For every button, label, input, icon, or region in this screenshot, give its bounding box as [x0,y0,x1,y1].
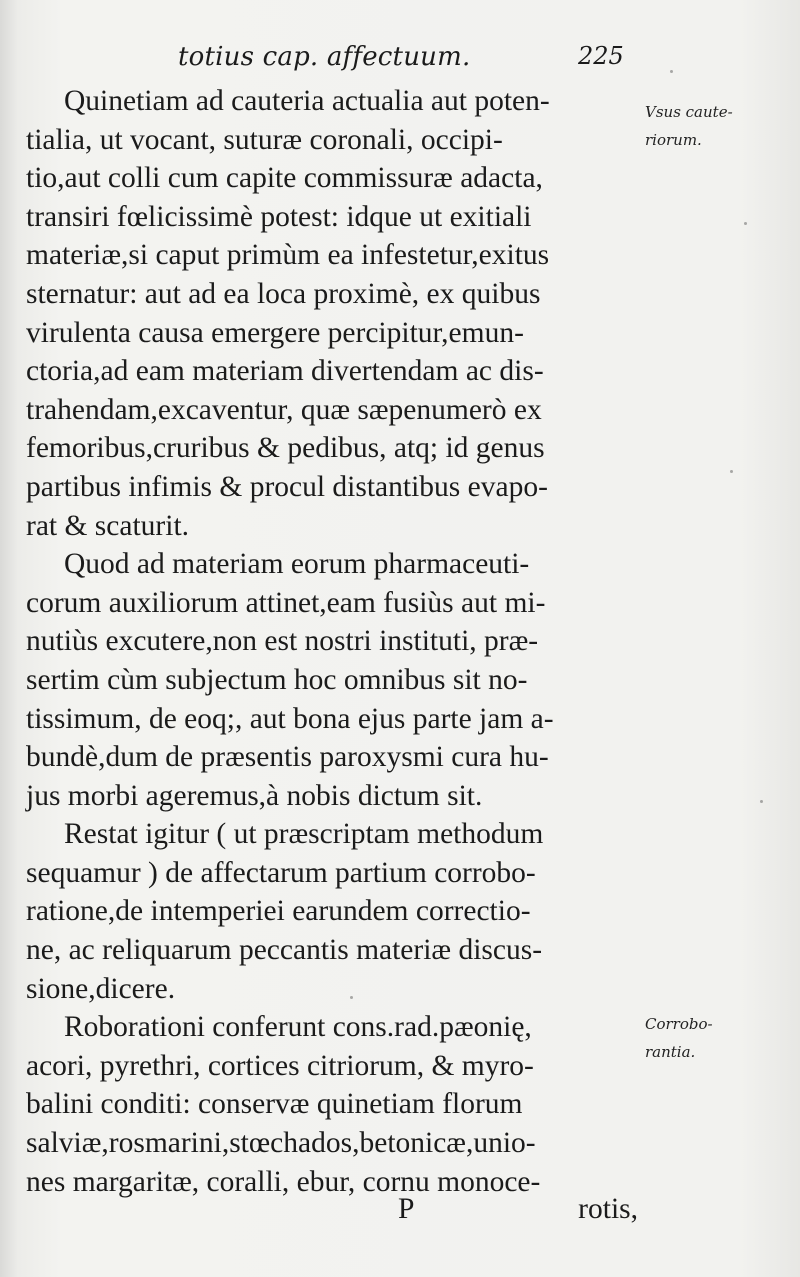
page-footer [26,1190,638,1230]
text-line: corum auxiliorum attinet,eam fusiùs aut mi- [26,586,546,619]
margin-note-corroborantia [645,1010,713,1066]
text-line: Quod ad materiam eorum pharmaceuti- [64,548,530,581]
margin-note-line: rantia. [645,1043,696,1061]
text-line: nutiùs excutere,non est nostri instituti, præ- [26,625,539,658]
text-line: partibus infimis & procul distantibus evapo- [26,470,548,503]
text-line: virulenta causa emergere percipitur,emun- [26,316,524,349]
text-line: tio,aut colli cum capite commissuræ adacta, [26,162,543,195]
text-line: Roborationi conferunt cons.rad.pæonię, [64,1011,532,1044]
catchword: rotis, [578,1193,638,1225]
text-line: tialia, ut vocant, suturæ coronali, occipi- [26,123,503,156]
text-line: Restat igitur ( ut præscriptam methodum [64,818,544,851]
main-text-block [26,82,638,1201]
text-line: transiri fœlicissimè potest: idque ut exitiali [26,200,532,233]
print-speck [744,222,747,225]
text-line: sertim cùm subjectum hoc omnibus sit no- [26,663,528,696]
text-line: tissimum, de eoq;, aut bona ejus parte jam a- [26,702,554,735]
text-line: Quinetiam ad cauteria actualia aut poten- [64,85,550,117]
text-line: rat & scaturit. [26,509,190,542]
print-speck [760,800,763,803]
text-line: salviæ,rosmarini,stœchados,betonicæ,unio- [26,1127,536,1160]
signature-mark: P [398,1193,415,1225]
text-line: femoribus,cruribus & pedibus, atq; id genus [26,432,545,465]
margin-note-line: Vsus caute- [645,103,733,121]
running-title: totius cap. affectuum. [178,42,471,72]
text-line: ne, ac reliquarum peccantis materiæ discus- [26,934,543,967]
margin-note-line: Corrobo- [645,1015,713,1033]
text-line: sternatur: aut ad ea loca proximè, ex quibus [26,277,541,310]
text-line: nes margaritæ, coralli, ebur, cornu monoce- [26,1165,541,1198]
text-line: ratione,de intemperiei earundem correctio- [26,895,531,928]
text-line: materiæ,si caput primùm ea infestetur,exitus [26,239,550,272]
text-line: sione,dicere. [26,972,176,1005]
margin-note-usus-cauteriorum [645,98,733,154]
text-line: jus morbi ageremus,à nobis dictum sit. [26,779,483,812]
text-line: balini conditi: conservæ quinetiam florum [26,1088,523,1121]
page-number: 225 [578,42,624,70]
print-speck [670,70,673,73]
margin-note-line: riorum. [645,131,702,149]
print-speck [730,470,733,473]
text-line: bundè,dum de præsentis paroxysmi cura hu- [26,741,549,774]
text-line: trahendam,excaventur, quæ sæpenumerò ex [26,393,542,426]
print-speck [350,996,353,999]
text-line: ctoria,ad eam materiam divertendam ac dis- [26,355,544,388]
text-line: acori, pyrethri, cortices citriorum, & myro- [26,1049,534,1082]
text-line: sequamur ) de affectarum partium corrobo- [26,856,536,889]
